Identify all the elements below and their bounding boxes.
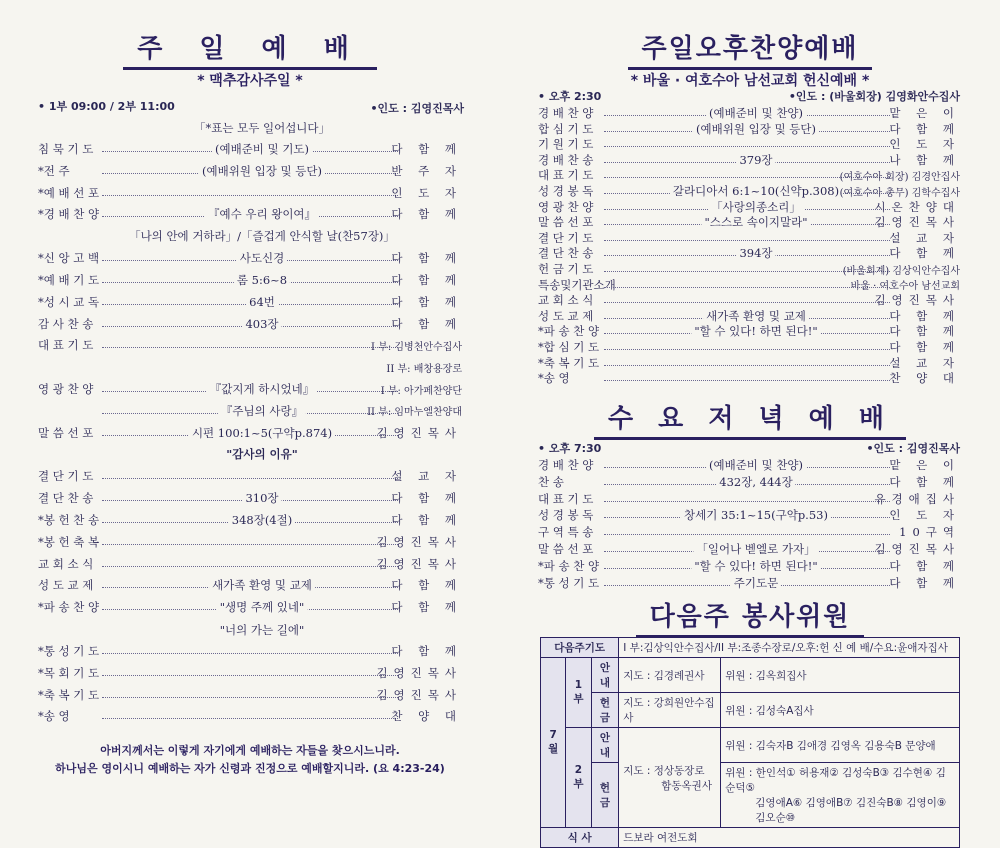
guide-leader-1: 지도 : 김경례권사 — [619, 658, 721, 693]
order-row — [538, 473, 960, 491]
order-label: 경 배 찬 송 — [538, 152, 594, 167]
dotted-leader — [102, 697, 398, 698]
order-responsible: 다 함 께 — [889, 324, 960, 339]
order-responsible: 김영진목사 — [376, 687, 462, 702]
order-detail: 348장(4절) — [229, 512, 295, 528]
dotted-leader — [604, 534, 890, 535]
service-time: • 1부 09:00 / 2부 11:00 — [38, 100, 175, 113]
order-detail: "할 수 있다! 하면 된다!" — [691, 323, 820, 339]
guide-member-1: 위원 : 김옥희집사 — [721, 658, 960, 693]
order-row — [538, 574, 960, 592]
order-row — [38, 664, 462, 682]
offering-member-1: 위원 : 김성숙A집사 — [721, 693, 960, 728]
order-responsible: 다 함 께 — [391, 644, 462, 658]
sermon-title: "감사의 이유" — [226, 447, 298, 461]
left-page — [0, 0, 500, 810]
dotted-leader — [102, 718, 398, 719]
order-label: *파 송 찬 양 — [538, 324, 600, 339]
order-responsible: 다 함 께 — [889, 558, 960, 573]
order-row — [38, 555, 462, 573]
order-label: 말 씀 선 포 — [538, 542, 594, 556]
order-row — [38, 489, 462, 507]
order-detail: "할 수 있다! 하면 된다!" — [691, 558, 820, 574]
order-responsible: 김영진목사 — [874, 215, 960, 230]
order-detail: 창세기 35:1~15(구약p.53) — [681, 507, 831, 523]
order-detail: (예배위원 입장 및 등단) — [199, 163, 325, 179]
order-row — [538, 506, 960, 524]
order-label: 교 회 소 식 — [538, 293, 594, 308]
order-row — [38, 205, 462, 223]
order-row — [38, 315, 462, 333]
order-detail: (예배준비 및 찬양) — [706, 457, 806, 473]
order-responsible: 김영진목사 — [376, 425, 462, 440]
dotted-leader — [604, 365, 890, 366]
order-detail: "스스로 속이지말라" — [701, 214, 810, 230]
offering-cell-2: 헌금 — [591, 763, 619, 828]
order-row — [38, 707, 462, 725]
order-label: 말 씀 선 포 — [538, 215, 594, 230]
order-responsible: I 부: 아가페찬양단 — [380, 385, 462, 397]
order-label: 결 단 기 도 — [38, 469, 94, 484]
order-responsible: 다 함 께 — [391, 316, 462, 331]
dotted-leader — [102, 478, 398, 479]
order-responsible: 설 교 자 — [889, 355, 960, 370]
order-row — [38, 467, 462, 485]
order-detail: 주기도문 — [731, 575, 781, 591]
order-label: *파 송 찬 양 — [538, 558, 600, 573]
order-label: *파 송 찬 양 — [38, 600, 100, 615]
order-label: 합 심 기 도 — [538, 121, 594, 136]
order-label: 구 역 특 송 — [538, 525, 594, 540]
order-detail: 64번 — [246, 294, 278, 310]
wednesday-leader: •인도 : 김영진목사 — [866, 442, 960, 455]
order-label: 결 단 찬 송 — [538, 246, 594, 261]
order-responsible: 반 주 자 — [391, 163, 462, 178]
sunday-service-title: 주 일 예 배 — [0, 28, 500, 70]
order-label: 찬 송 — [538, 474, 564, 489]
footer-verse-1: 아버지께서는 이렇게 자기에게 예배하는 자들을 찾으시느니라. — [100, 744, 400, 757]
order-label: *예 배 선 포 — [38, 185, 100, 200]
order-responsible: 다 함 께 — [889, 575, 960, 590]
order-row — [38, 162, 462, 180]
order-responsible: 김영진목사 — [376, 534, 462, 549]
order-responsible: (여호수아 회장) 김경안집사 — [839, 171, 960, 183]
order-responsible: 다 함 께 — [391, 294, 462, 309]
dotted-leader — [604, 380, 890, 381]
order-responsible: 다 함 께 — [391, 251, 462, 266]
order-detail: 갈라디아서 6:1~10(신약p.308) — [670, 183, 842, 199]
part2-leader: 지도 : 정상동장로 함동옥권사 — [619, 728, 721, 828]
order-detail: 394장 — [736, 245, 775, 261]
order-responsible: 다 함 께 — [391, 273, 462, 287]
order-detail: 「사랑의종소리」 — [708, 199, 804, 215]
dotted-leader — [604, 349, 890, 350]
order-responsible: 김영진목사 — [376, 556, 462, 571]
guide-member-2: 위원 : 김숙자B 김애경 김영옥 김용숙B 문양애 — [721, 728, 960, 763]
order-responsible: 다 함 께 — [391, 207, 462, 222]
order-label: *축 복 기 도 — [38, 687, 100, 702]
order-row — [38, 533, 462, 551]
order-label: 교 회 소 식 — [38, 556, 94, 571]
prayer-header: 다음주기도 — [541, 638, 619, 658]
order-detail: 403장 — [242, 316, 281, 332]
dotted-leader — [102, 544, 398, 545]
order-row — [538, 540, 960, 558]
extra-song-2: "너의 가는 길에" — [219, 623, 305, 637]
order-row — [38, 140, 462, 158]
order-responsible: 다 함 께 — [391, 600, 462, 615]
extra-song: 「나의 안에 거하라」/「즐겁게 안식할 날(찬57장)」 — [129, 229, 395, 243]
order-label: 성 경 봉 독 — [538, 508, 594, 523]
order-detail: "생명 주께 있네" — [217, 599, 308, 615]
guide-cell: 안내 — [591, 658, 619, 693]
order-detail: 새가족 환영 및 교제 — [209, 577, 315, 593]
order-row — [38, 642, 462, 660]
offering-leader-1: 지도 : 강희원안수집사 — [619, 693, 721, 728]
order-responsible: 다 함 께 — [889, 340, 960, 354]
order-label: *송 영 — [538, 371, 570, 386]
order-responsible: 맡 은 이 — [889, 458, 960, 472]
order-row — [38, 576, 462, 594]
order-row — [38, 380, 462, 398]
wednesday-service-title: 수 요 저 녁 예 배 — [500, 398, 1000, 440]
order-label: *축 복 기 도 — [538, 355, 600, 370]
dotted-leader — [102, 675, 398, 676]
order-responsible: II 부: 임마누엘찬양대 — [367, 407, 462, 419]
order-responsible: II 부: 배창용장로 — [386, 363, 462, 375]
order-label: *경 배 찬 양 — [38, 207, 100, 222]
order-responsible: 찬 양 대 — [391, 709, 462, 724]
order-responsible: (바울회계) 김상익안수집사 — [842, 265, 960, 277]
right-page — [500, 0, 1000, 844]
order-detail: (예배준비 및 찬양) — [706, 105, 806, 121]
order-responsible: 김영진목사 — [874, 293, 960, 308]
order-row — [538, 369, 960, 387]
order-row — [38, 358, 462, 376]
order-responsible: 인 도 자 — [889, 137, 960, 152]
order-label: 헌 금 기 도 — [538, 262, 594, 276]
sunday-subtitle: * 맥추감사주일 * — [197, 73, 303, 89]
order-responsible: 다 함 께 — [889, 121, 960, 136]
order-row — [38, 271, 462, 289]
order-label: 대 표 기 도 — [538, 168, 594, 183]
dotted-leader — [604, 287, 890, 288]
dotted-leader — [604, 146, 890, 147]
order-responsible: 설 교 자 — [391, 469, 462, 484]
order-responsible: 다 함 께 — [391, 578, 462, 593]
dotted-leader — [102, 566, 398, 567]
order-row — [38, 511, 462, 529]
order-row — [38, 402, 462, 420]
order-responsible: 찬 양 대 — [889, 371, 960, 386]
order-row — [538, 490, 960, 508]
order-label: 영 광 찬 양 — [38, 382, 94, 396]
dotted-leader — [102, 195, 398, 196]
dotted-leader — [102, 653, 398, 654]
order-label: 침 묵 기 도 — [38, 142, 94, 156]
order-label: *성 시 교 독 — [38, 294, 100, 309]
volunteers-title: 다음주 봉사위원 — [500, 596, 1000, 638]
order-responsible: 인 도 자 — [391, 185, 462, 200]
afternoon-subtitle: * 바울 · 여호수아 남선교회 헌신예배 * — [630, 73, 870, 89]
order-responsible: 바울 · 여호수아 남선교회 — [850, 281, 960, 293]
order-row — [38, 249, 462, 267]
order-responsible: 10구역 — [899, 525, 960, 540]
order-responsible: 다 함 께 — [391, 513, 462, 527]
order-label: *예 배 기 도 — [38, 273, 100, 287]
order-label: 성 경 봉 독 — [538, 184, 594, 198]
order-label: 기 원 기 도 — [538, 137, 594, 152]
order-label: *목 회 기 도 — [38, 665, 100, 680]
order-responsible: 김영진목사 — [874, 542, 960, 556]
offering-cell: 헌금 — [591, 693, 619, 728]
order-row — [38, 293, 462, 311]
order-responsible: 인 도 자 — [889, 508, 960, 523]
order-label: *신 앙 고 백 — [38, 251, 100, 266]
order-detail: 시편 100:1~5(구약p.874) — [189, 425, 335, 441]
order-detail: (예배위원 입장 및 등단) — [693, 121, 819, 137]
order-responsible: 다 함 께 — [889, 308, 960, 323]
order-detail: 『예수 우리 왕이여』 — [205, 206, 319, 222]
order-label: 결 단 찬 송 — [38, 491, 94, 506]
wednesday-time: • 오후 7:30 — [538, 442, 602, 455]
order-responsible: 다 함 께 — [889, 474, 960, 489]
standing-note: 「*표는 모두 일어섭니다」 — [193, 121, 331, 135]
dotted-leader — [604, 240, 890, 241]
order-label: 영 광 찬 양 — [538, 199, 594, 214]
order-label: *통 성 기 도 — [538, 575, 600, 590]
order-responsible: 김영진목사 — [376, 665, 462, 680]
order-responsible: I 부: 김병천안수집사 — [371, 341, 462, 353]
part1-cell: 1부 — [566, 658, 591, 728]
order-detail: 『주님의 사랑』 — [218, 403, 306, 419]
order-label: 말 씀 선 포 — [38, 425, 94, 440]
order-responsible: 맡 은 이 — [889, 106, 960, 120]
order-label: *합 심 기 도 — [538, 340, 600, 354]
order-label: 대 표 기 도 — [538, 491, 594, 506]
guide-cell-2: 안내 — [591, 728, 619, 763]
order-label: 성 도 교 제 — [538, 308, 594, 323]
service-leader: •인도 : 김영진목사 — [370, 102, 464, 115]
afternoon-leader: •인도 : (바울회장) 김영화안수집사 — [788, 90, 960, 103]
order-label: 성 도 교 제 — [38, 578, 94, 593]
order-responsible: 다 함 께 — [889, 246, 960, 261]
order-row — [38, 336, 462, 354]
prayer-list: I 부:김상익안수집사/II 부:조종수장로/오후:헌 신 예 배/수요:윤애자집사 — [619, 638, 960, 658]
offering-member-2: 위원 : 한인석① 허용재② 김성숙B③ 김수현④ 김순덕⑤ 김영애A⑥ 김영애B⑦ 김진숙B⑧ 김영이⑨ 김오순⑩ — [721, 763, 960, 828]
order-row — [538, 523, 960, 541]
afternoon-time: • 오후 2:30 — [538, 90, 602, 103]
order-label: *통 성 기 도 — [38, 644, 100, 658]
order-detail: 「일어나 벧엘로 가자」 — [693, 541, 818, 557]
order-detail: (예배준비 및 기도) — [212, 141, 312, 157]
order-responsible: 다 함 께 — [391, 142, 462, 156]
meal-header: 식 사 — [541, 828, 619, 848]
order-label: *봉 헌 찬 송 — [38, 513, 100, 527]
dotted-leader — [102, 347, 398, 348]
order-detail: 『값지게 하시었네』 — [207, 381, 317, 397]
dotted-leader — [604, 501, 890, 502]
order-label: *봉 헌 축 복 — [38, 534, 100, 549]
order-row — [38, 184, 462, 202]
order-detail: 사도신경 — [237, 250, 287, 266]
order-label: 경 배 찬 양 — [538, 106, 594, 120]
order-responsible: 유경애집사 — [874, 491, 960, 506]
order-label: *전 주 — [38, 163, 70, 178]
order-label: *송 영 — [38, 709, 70, 724]
month-cell: 7월 — [541, 658, 566, 828]
order-label: 특송및기관소개 — [538, 277, 616, 292]
order-row — [38, 424, 462, 442]
order-responsible: 나 함 께 — [889, 152, 960, 167]
order-row — [38, 686, 462, 704]
order-row — [538, 456, 960, 474]
order-detail: 새가족 환영 및 교제 — [703, 308, 809, 324]
order-detail: 310장 — [242, 490, 281, 506]
order-responsible: 설 교 자 — [889, 230, 960, 245]
order-detail: 379장 — [736, 152, 775, 168]
order-label: 경 배 찬 양 — [538, 458, 594, 472]
dotted-leader — [604, 302, 890, 303]
order-row — [538, 557, 960, 575]
order-row — [38, 598, 462, 616]
order-responsible: 시온찬양대 — [874, 199, 960, 214]
meal-team: 드보라 여전도회 — [619, 828, 960, 848]
part2-cell: 2부 — [566, 728, 591, 828]
order-detail: 롬 5:6~8 — [234, 272, 290, 288]
volunteers-table — [540, 637, 960, 848]
order-detail: 432장, 444장 — [716, 474, 795, 490]
order-responsible: 다 함 께 — [391, 491, 462, 506]
order-label: 감 사 찬 송 — [38, 316, 94, 331]
order-label: 대 표 기 도 — [38, 338, 94, 353]
order-label: 결 단 기 도 — [538, 230, 594, 245]
order-responsible: (여호수아 총무) 김학수집사 — [839, 187, 960, 199]
footer-verse-2: 하나님은 영이시니 예배하는 자가 신령과 진정으로 예배할지니라. (요 4:23-24) — [55, 762, 445, 775]
afternoon-service-title: 주일오후찬양예배 — [500, 28, 1000, 70]
